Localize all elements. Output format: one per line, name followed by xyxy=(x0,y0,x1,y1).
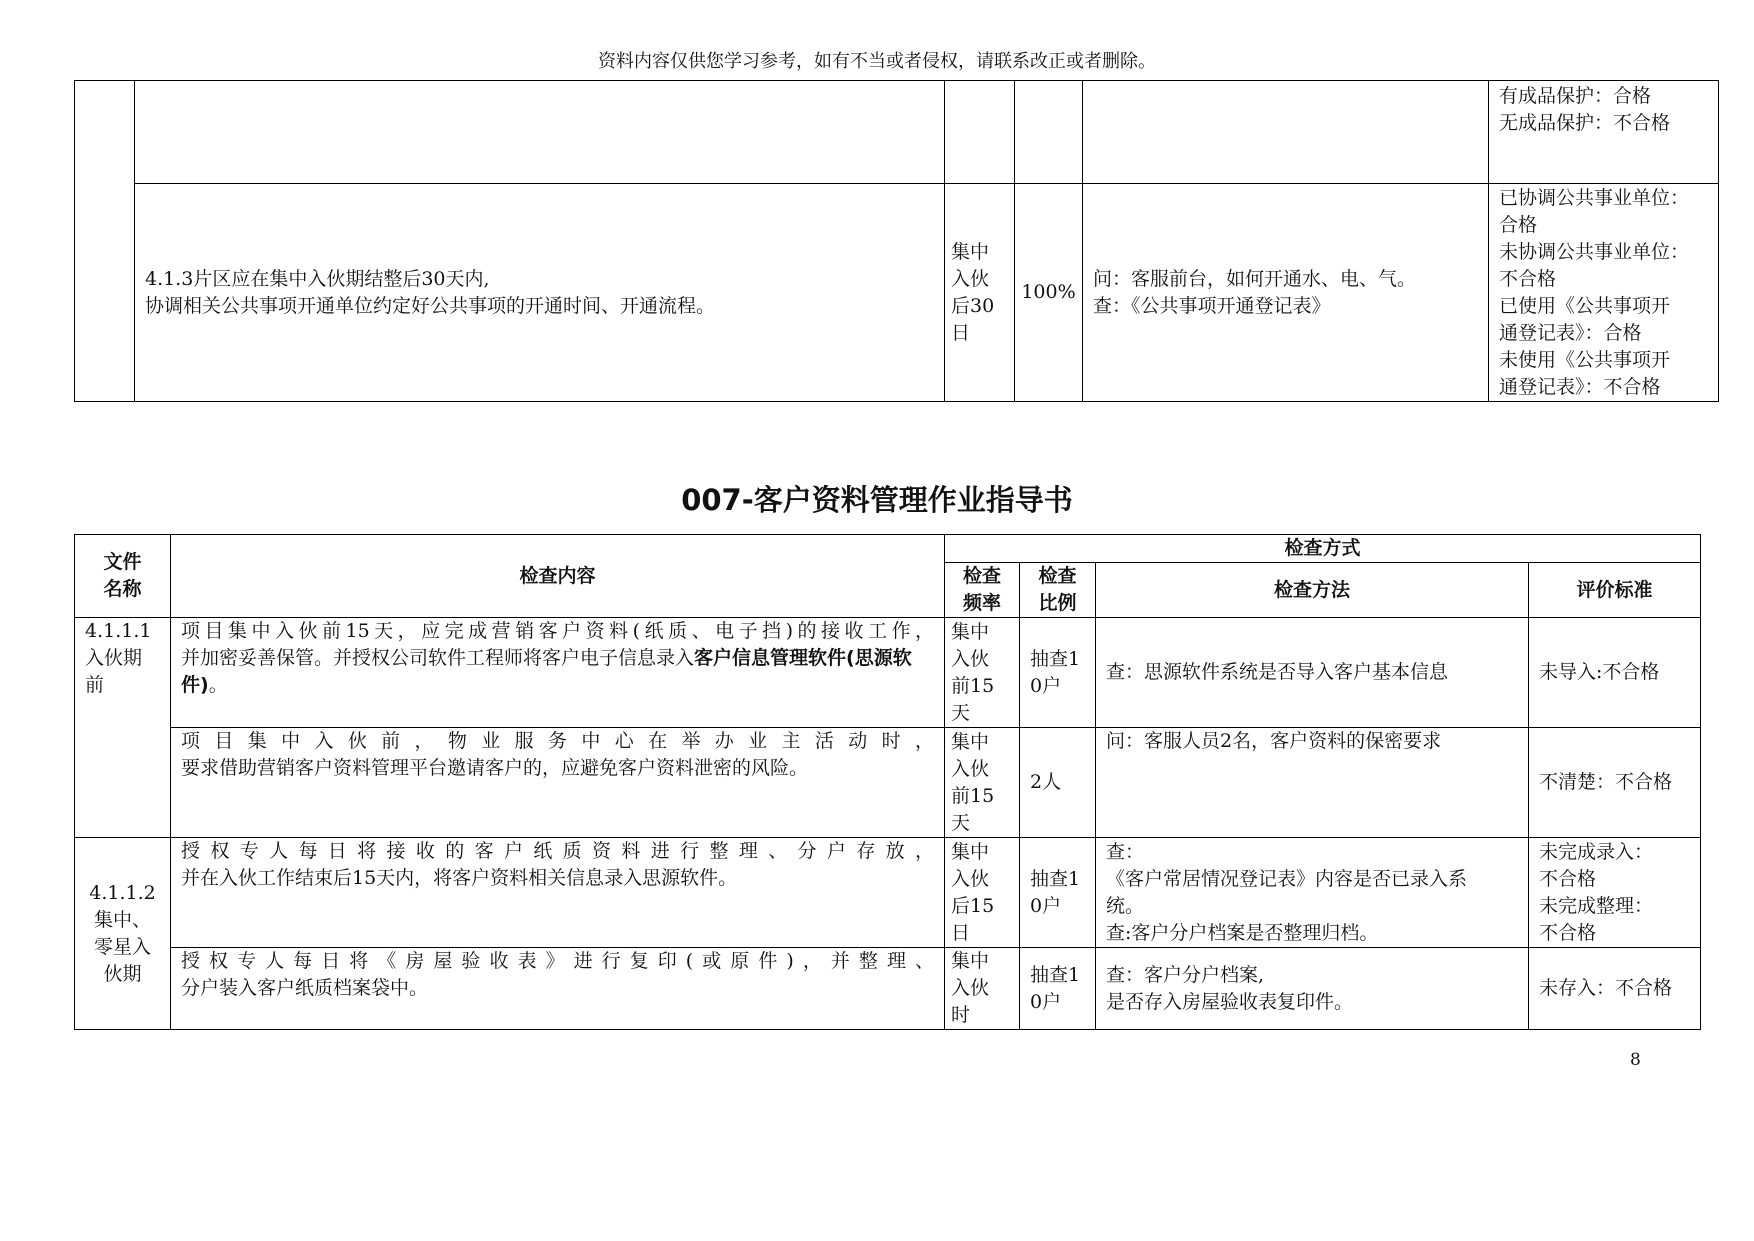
table-header-row xyxy=(75,535,1701,563)
frequency-cell: 集中 入伙 前15 天 xyxy=(945,618,1020,728)
table-row xyxy=(75,838,1701,948)
document-title: 007-客户资料管理作业指导书 xyxy=(681,483,1073,517)
header-file-name: 文件 名称 xyxy=(75,535,171,618)
prev-ratio-cell: 100% xyxy=(1015,184,1083,402)
file-name-cell: 4.1.1.1 入伙期 前 xyxy=(75,618,171,838)
header-content: 检查内容 xyxy=(171,535,945,618)
prev-content-cell: 4.1.3片区应在集中入伙期结整后30天内, 协调相关公共事项开通单位约定好公共事项的开通时间、开通流程。 xyxy=(135,184,945,402)
content-cell: 项目集中入伙前15天，应完成营销客户资料(纸质、电子挡)的接收工作， 并加密妥善保管。并授权公司软件工程师将客户电子信息录入客户信息管理软件(思源软件)。 xyxy=(171,618,945,728)
frequency-cell: 集中 入伙 前15 天 xyxy=(945,728,1020,838)
frequency-cell: 集中 入伙 后15 日 xyxy=(945,838,1020,948)
ratio-cell: 抽查1 0户 xyxy=(1020,838,1096,948)
table-row xyxy=(75,81,1719,184)
standard-cell: 未导入:不合格 xyxy=(1529,618,1701,728)
content-cell: 授权专人每日将《房屋验收表》进行复印(或原件)，并整理、 分户装入客户纸质档案袋中。 xyxy=(171,948,945,1030)
header-method: 检查方法 xyxy=(1096,563,1529,618)
header-check-way: 检查方式 xyxy=(945,535,1701,563)
ratio-cell: 抽查1 0户 xyxy=(1020,618,1096,728)
content-cell: 授权专人每日将接收的客户纸质资料进行整理、分户存放， 并在入伙工作结束后15天内，将客户资料相关信息录入思源软件。 xyxy=(171,838,945,948)
frequency-cell: 集中 入伙 时 xyxy=(945,948,1020,1030)
header-frequency: 检查 频率 xyxy=(945,563,1020,618)
ratio-cell: 抽查1 0户 xyxy=(1020,948,1096,1030)
inspection-table xyxy=(74,534,1701,1030)
content-cell: 项目集中入伙前，物业服务中心在举办业主活动时， 要求借助营销客户资料管理平台邀请客户的，应避免客户资料泄密的风险。 xyxy=(171,728,945,838)
prev-method-cell: 问：客服前台，如何开通水、电、气。 查：《公共事项开通登记表》 xyxy=(1083,184,1489,402)
header-disclaimer: 资料内容仅供您学习参考，如有不当或者侵权，请联系改正或者删除。 xyxy=(598,51,1156,72)
page-number: 8 xyxy=(1630,1050,1641,1070)
table-row xyxy=(75,728,1701,838)
previous-table-continuation xyxy=(74,80,1719,402)
table-row xyxy=(75,184,1719,402)
prev-standard-cell: 有成品保护：合格 无成品保护：不合格 xyxy=(1489,81,1719,184)
method-cell: 问：客服人员2名，客户资料的保密要求 xyxy=(1096,728,1529,838)
table-row xyxy=(75,948,1701,1030)
method-cell: 查： 《客户常居情况登记表》内容是否已录入系 统。 查:客户分户档案是否整理归档。 xyxy=(1096,838,1529,948)
standard-cell: 未完成录入： 不合格 未完成整理： 不合格 xyxy=(1529,838,1701,948)
prev-standard-cell: 已协调公共事业单位： 合格 未协调公共事业单位： 不合格 已使用《公共事项开 通登记表》：合格 未使用《公共事项开 通登记表》：不合格 xyxy=(1489,184,1719,402)
bold-text: 客户信息管理软件(思源软件) xyxy=(181,647,912,696)
table-row xyxy=(75,618,1701,728)
method-cell: 查：思源软件系统是否导入客户基本信息 xyxy=(1096,618,1529,728)
standard-cell: 不清楚：不合格 xyxy=(1529,728,1701,838)
standard-cell: 未存入：不合格 xyxy=(1529,948,1701,1030)
header-ratio: 检查 比例 xyxy=(1020,563,1096,618)
prev-frequency-cell: 集中 入伙 后30 日 xyxy=(945,184,1015,402)
ratio-cell: 2人 xyxy=(1020,728,1096,838)
file-name-cell: 4.1.1.2 集中、 零星入 伙期 xyxy=(75,838,171,1030)
header-standard: 评价标准 xyxy=(1529,563,1701,618)
method-cell: 查：客户分户档案, 是否存入房屋验收表复印件。 xyxy=(1096,948,1529,1030)
